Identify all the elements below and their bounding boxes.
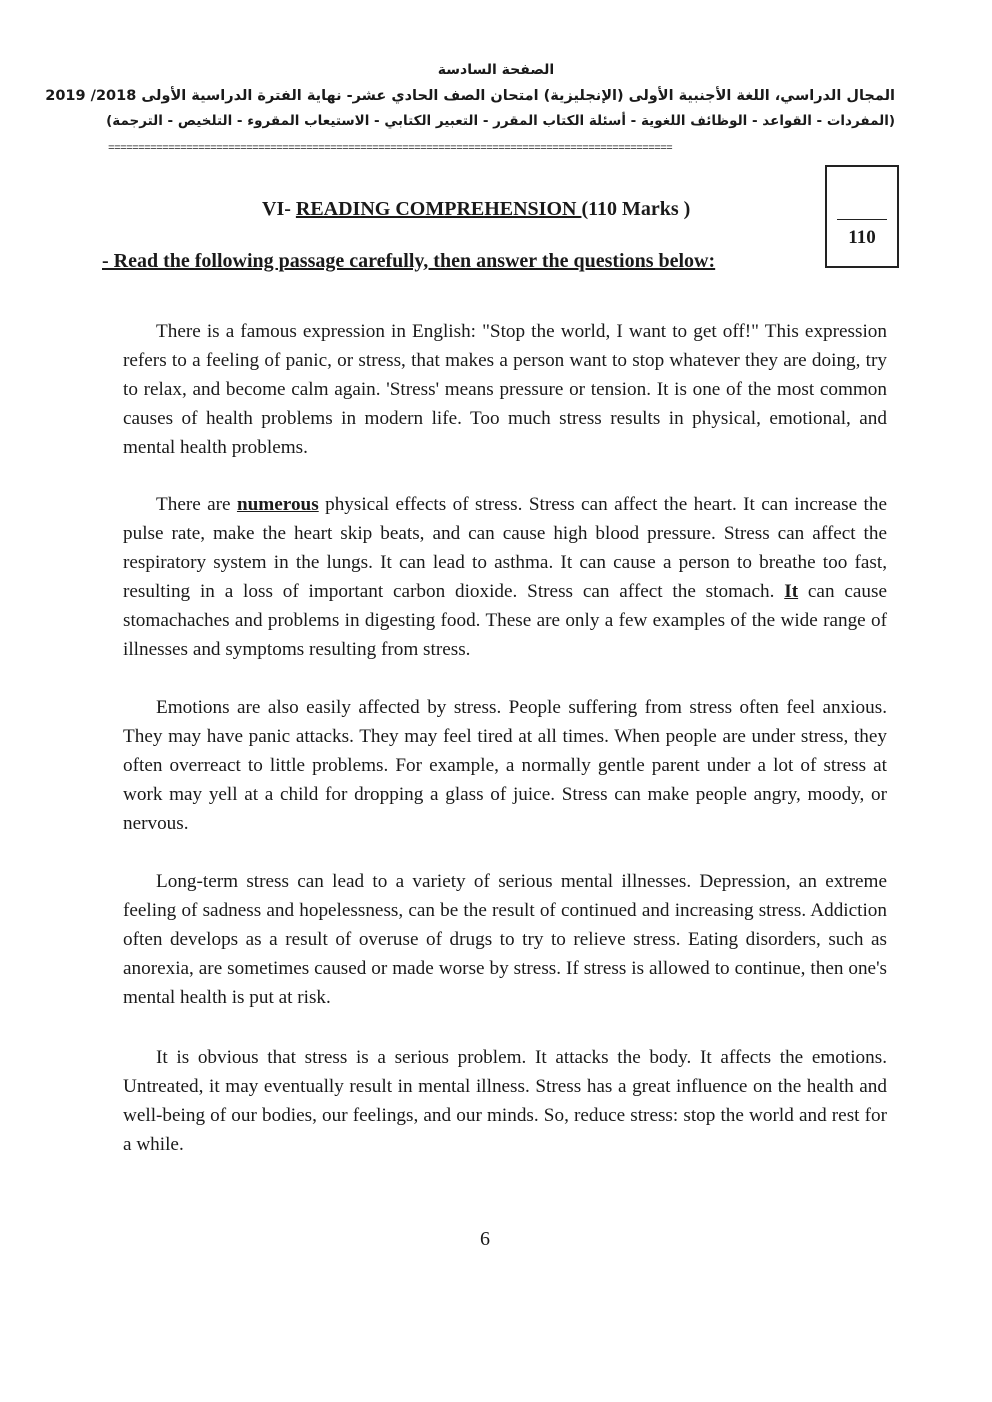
paragraph-2	[123, 490, 887, 664]
p2-text: There are	[156, 494, 237, 516]
arabic-exam-sections: (المفردات - القواعد - الوظائف اللغوية - أسئلة الكتاب المقرر - التعبير الكتابي - الاستيعاب المقروء - التلخيص - الترجمة)	[106, 113, 895, 129]
marks-total: 110	[848, 227, 876, 248]
paragraph-5: It is obvious that stress is a serious problem. It attacks the body. It affects the emotions. Untreated, it may eventually result in mental illness. Stress has a great influence on the health and well-being of our bodies, our feelings, and our minds. So, reduce stress: stop the world and rest for a while.	[123, 1047, 887, 1156]
section-prefix: VI-	[262, 198, 296, 220]
marks-box	[825, 165, 899, 268]
section-title: READING COMPREHENSION	[295, 198, 582, 220]
paragraph-4: Long-term stress can lead to a variety of serious mental illnesses. Depression, an extreme feeling of sadness and hopelessness, can be the result of continued and increasing stress. Addiction often develops as a result of overuse of drugs to try to relieve stress. Eating disorders, such as anorexia, are sometimes caused or made worse by stress. If stress is allowed to continue, then one's mental health is put at risk.	[123, 871, 887, 1009]
p2-text: physical effects of stress. Stress can affect the heart. It can increase the pulse rate, make the heart skip beats, and can cause high blood pressure. Stress can affect the respiratory system in the lungs. It can lead to asthma. It can cause a person to breathe too fast, resulting in a loss of important carbon dioxide. Stress can affect the stomach.	[123, 494, 887, 603]
section-heading	[262, 198, 690, 221]
paragraph-3: Emotions are also easily affected by stress. People suffering from stress often feel anxious. They may have panic attacks. They may feel tired at all times. When people are under stress, they often overreact to little problems. For example, a normally gentle parent under a lot of stress at work may yell at a child for dropping a glass of juice. Stress can make people angry, moody, or nervous.	[123, 697, 887, 835]
separator-line: ==============================================================================================	[108, 143, 673, 155]
section-marks: (110 Marks )	[581, 198, 691, 220]
p2-text: can cause stomachaches and problems in digesting food. These are only a few examples of the wide range of illnesses and symptoms resulting from stress.	[123, 581, 887, 661]
arabic-page-title: الصفحة السادسة	[437, 62, 555, 78]
instruction: - Read the following passage carefully, then answer the questions below:	[102, 250, 716, 272]
marks-score-line	[837, 219, 887, 220]
arabic-exam-header: المجال الدراسي، اللغة الأجنبية الأولى (الإنجليزية) امتحان الصف الحادي عشر- نهاية الفترة الدراسية الأولى 2018/ 2019	[45, 88, 895, 104]
highlighted-word-numerous: numerous	[236, 494, 319, 516]
paragraph-1: There is a famous expression in English: "Stop the world, I want to get off!" This expression refers to a feeling of panic, or stress, that makes a person want to stop whatever they are doing, try to relax, and become calm again. 'Stress' means pressure or tension. It is one of the most common causes of health problems in modern life. Too much stress results in physical, emotional, and mental health problems.	[123, 321, 887, 459]
page-number: 6	[480, 1228, 490, 1250]
highlighted-word-it: It	[784, 581, 799, 603]
